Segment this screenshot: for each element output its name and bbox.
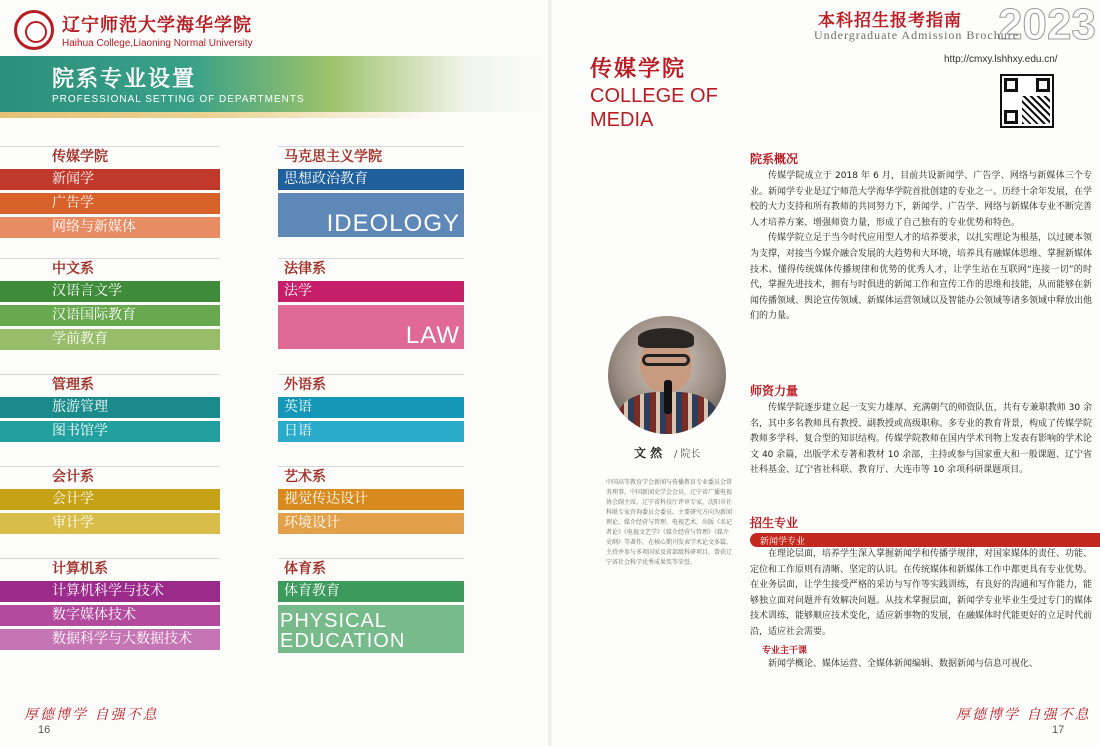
major-bar: 广告学 (0, 193, 220, 214)
major-bar: 审计学 (0, 513, 220, 534)
college-name-en: COLLEGE OF MEDIA (590, 85, 718, 131)
major-bar: 图书馆学 (0, 421, 220, 442)
dept-marxism (278, 146, 464, 237)
major-bar: 学前教育 (0, 329, 220, 350)
dept-heading: 传媒学院 (0, 146, 220, 166)
banner-title: 院系专业设置 (52, 67, 197, 92)
major-name: 新闻学专业 (760, 537, 806, 547)
major-bar: 思想政治教育 (278, 169, 464, 190)
motto-calligraphy: 厚德博学 自强不息 (956, 707, 1091, 723)
major-bar: 会计学 (0, 489, 220, 510)
enrollment-section (750, 514, 1092, 672)
college-url[interactable]: http://cmxy.lshhxy.edu.cn/ (944, 54, 1058, 65)
major-bar: 视觉传达设计 (278, 489, 464, 510)
dean-name: 文 然 (634, 446, 663, 460)
dept-heading: 管理系 (0, 374, 220, 394)
major-bar: 法学 (278, 281, 464, 302)
big-label: LAW (405, 322, 460, 349)
logo-chinese-name: 辽宁师范大学海华学院 (62, 15, 252, 36)
major-bar: 数字媒体技术 (0, 605, 220, 626)
big-label-block (278, 305, 464, 349)
section-title: 院系概况 (750, 152, 799, 166)
paragraph: 传媒学院立足于当今时代应用型人才的培养要求，以扎实理论为根基，以过硬本领为支撑，对接当今媒介融合发展的大趋势和大环境，培养具有融媒体思维、掌握新媒体技术、懂得传统媒体传播规律和优势的优秀人才，让学生站在互联网“连接一切”的时代，掌握先进技术，拥有与时俱进的新闻工作和宣传工作的思维和技能，从而能够在新闻传播领域、舆论宣传领域、新媒体运营领域以及智能办公领域等诸多领域中释放出他们的力量。 (750, 233, 1093, 322)
subsection-title: 专业主干课 (762, 645, 808, 656)
dept-pe (278, 558, 464, 653)
dept-heading: 法律系 (278, 258, 464, 278)
motto-calligraphy: 厚德博学 自强不息 (24, 707, 159, 723)
section-title: 师资力量 (750, 384, 799, 398)
major-bar: 网络与新媒体 (0, 217, 220, 238)
section-banner (0, 56, 548, 112)
brochure-title: 本科招生报考指南 (818, 11, 962, 31)
big-label-block (278, 605, 464, 653)
paragraph: 新闻学概论、媒体运营、全媒体新闻编辑、数据新闻与信息可视化、 (768, 658, 1039, 669)
dept-computer (0, 558, 220, 650)
overview-section (750, 150, 1092, 325)
major-bar: 汉语国际教育 (0, 305, 220, 326)
dean-portrait (608, 316, 726, 434)
banner-subtitle: PROFESSIONAL SETTING OF DEPARTMENTS (52, 94, 305, 105)
paragraph: 在理论层面，培养学生深入掌握新闻学和传播学规律，对国家媒体的责任、功能、定位和工作原则有清晰、坚定的认识。在传统媒体和新媒体工作中都更具有专业优势。在业务层面，让学生接受严格的采访与写作等实践训练，有良好的沟通和写作能力，能够独立面对问题并有效解决问题。从技术掌握层面，新闻学专业毕业生受过专门的媒体技术训练，能够顺应技术变化，适应新事物的发展，在融媒体时代能更好的立足时代前沿，适应社会需要。 (750, 549, 1093, 637)
major-bar: 英语 (278, 397, 464, 418)
dept-accounting (0, 466, 220, 534)
dept-heading: 中文系 (0, 258, 220, 278)
qr-code-icon (1000, 74, 1054, 128)
paragraph: 传媒学院逐步建立起一支实力雄厚、充满朝气的师资队伍，共有专兼职教师 30 余名，其中多名教师具有教授、副教授或高级职称。多专业的教育背景，构成了传媒学院教师多学科、复合型的知识结构。传媒学院教师在国内学术刊物上发表有影响的学术论文 40 余篇，出版学术专著和教材 10 余部，主持或参与国家重大和一般课题、辽宁省社科基金、辽宁省社科联、教育厅、大连市等 10 余项科研课题项目。 (750, 403, 1093, 476)
dept-art (278, 466, 464, 534)
dept-heading: 体育系 (278, 558, 464, 578)
paragraph: 传媒学院成立于 2018 年 6 月，目前共设新闻学、广告学、网络与新媒体三个专业。新闻学专业是辽宁师范大学海华学院首批创建的专业之一。历经十余年发展，在学校的大力支持和所有教师的共同努力下，新闻学、广告学、网络与新媒体专业不断完善人才培养方案、增强师资力量，形成了自己独有的专业优势和特色。 (750, 171, 1093, 228)
big-label: IDEOLOGY (326, 210, 460, 237)
dept-heading: 外语系 (278, 374, 464, 394)
dean-title: / 院长 (674, 449, 701, 460)
major-bar: 体育教育 (278, 581, 464, 602)
major-bar: 计算机科学与技术 (0, 581, 220, 602)
page-number: 17 (1052, 724, 1065, 736)
dept-heading: 计算机系 (0, 558, 220, 578)
dept-law (278, 258, 464, 349)
year-outline: 2023 (998, 0, 1096, 49)
big-label-block (278, 193, 464, 237)
major-bar: 新闻学 (0, 169, 220, 190)
dept-media (0, 146, 220, 238)
dept-heading: 马克思主义学院 (278, 146, 464, 166)
dept-heading: 会计系 (0, 466, 220, 486)
faculty-section (750, 382, 1092, 479)
major-bar: 日语 (278, 421, 464, 442)
college-name-cn: 传媒学院 (590, 57, 687, 82)
major-bar: 旅游管理 (0, 397, 220, 418)
major-ribbon (750, 533, 1100, 547)
big-label: PHYSICAL EDUCATION (280, 610, 406, 652)
major-bar: 环境设计 (278, 513, 464, 534)
section-title: 招生专业 (750, 516, 799, 530)
right-page (552, 0, 1100, 746)
major-bar: 汉语言文学 (0, 281, 220, 302)
dept-management (0, 374, 220, 442)
dept-foreign-languages (278, 374, 464, 442)
dept-chinese (0, 258, 220, 350)
dept-heading: 艺术系 (278, 466, 464, 486)
brochure-subtitle: Undergraduate Admission Brochure (814, 28, 1020, 42)
college-logo (14, 10, 253, 50)
college-seal-icon (14, 10, 54, 50)
major-bar: 数据科学与大数据技术 (0, 629, 220, 650)
logo-english-name: Haihua College,Liaoning Normal University (62, 38, 253, 49)
banner-stripe (0, 112, 548, 118)
dean-bio: 中国高等教育学会新闻与传播教育专业委员会常务理事，中国新闻史学会会员，辽宁省广播电视协会副主席，辽宁省科技厅评审专家，沈阳市社科联专家咨询委员会委员。主要研究方向为新闻理论、媒介经营与管理、电视艺术，出版《名记者论》《电视文艺学》《媒介经营与管理》《媒介史纲》等著作，在核心期刊发表学术论文多篇，主持并参与多项国家及省部级科研项目，曾获辽宁省社会科学优秀成果奖等荣誉。 (606, 479, 733, 566)
page-number: 16 (38, 724, 51, 736)
